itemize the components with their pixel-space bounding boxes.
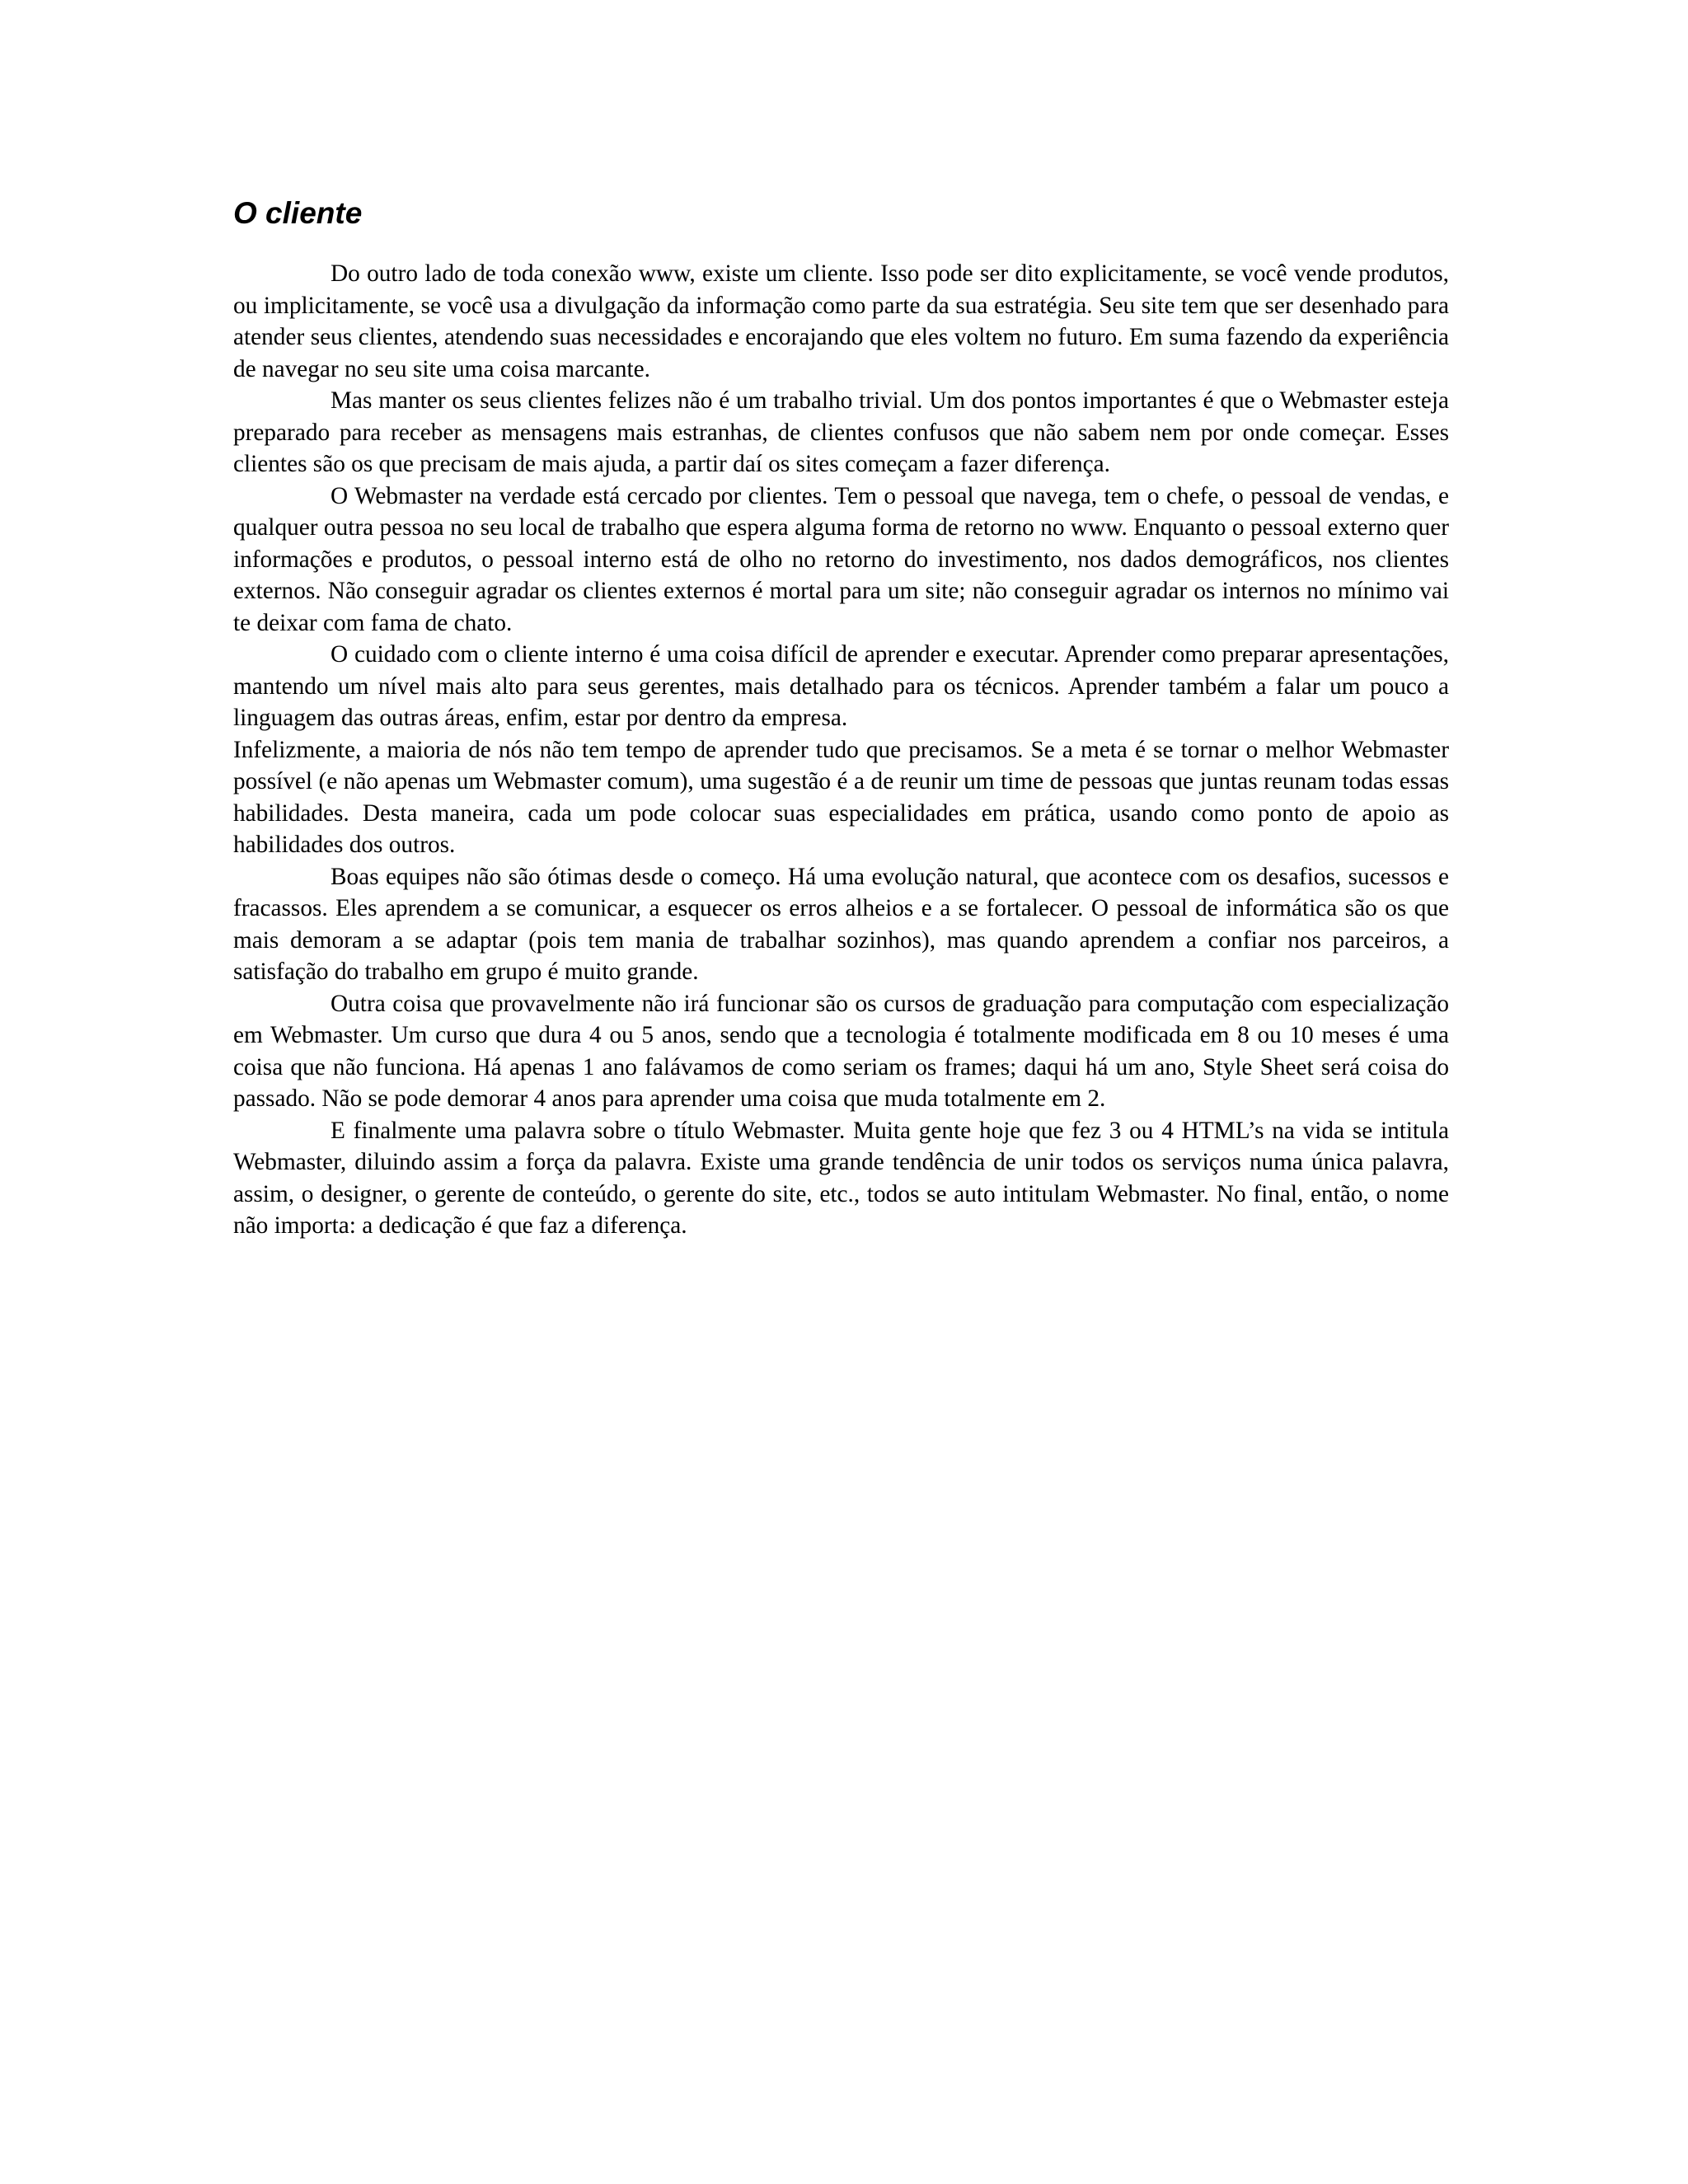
paragraph-6: Boas equipes não são ótimas desde o começo. Há uma evolução natural, que acontece com os desafios, sucessos e fracassos. Eles aprendem a se comunicar, a esquecer os erros alheios e a se fortalecer. O pessoal de informática são os que mais demoram a se adaptar (pois tem mania de trabalhar sozinhos), mas quando aprendem a confiar nos parceiros, a satisfação do trabalho em grupo é muito grande. <box>233 863 1449 985</box>
paragraph-3: O Webmaster na verdade está cercado por clientes. Tem o pessoal que navega, tem o chefe, o pessoal de vendas, e qualquer outra pessoa no seu local de trabalho que espera alguma forma de retorno no www. Enquanto o pessoal externo quer informações e produtos, o pessoal interno está de olho no retorno do investimento, nos dados demográficos, nos clientes externos. Não conseguir agradar os clientes externos é mortal para um site; não conseguir agradar os internos no mínimo vai te deixar com fama de chato. <box>233 482 1449 636</box>
paragraph-4: O cuidado com o cliente interno é uma coisa difícil de aprender e executar. Aprender como preparar apresentações, mantendo um nível mais alto para seus gerentes, mais detalhado para os técnicos. Aprender também a falar um pouco a linguagem das outras áreas, enfim, estar por dentro da empresa. <box>233 641 1449 731</box>
paragraph-7: Outra coisa que provavelmente não irá funcionar são os cursos de graduação para computação com especialização em Webmaster. Um curso que dura 4 ou 5 anos, sendo que a tecnologia é totalmente modificada em 8 ou 10 meses é uma coisa que não funciona. Há apenas 1 ano falávamos de como seriam os frames; daqui há um ano, Style Sheet será coisa do passado. Não se pode demorar 4 anos para aprender uma coisa que muda totalmente em 2. <box>233 990 1449 1112</box>
paragraph-8: E finalmente uma palavra sobre o título Webmaster. Muita gente hoje que fez 3 ou 4 HTML’s na vida se intitula Webmaster, diluindo assim a força da palavra. Existe uma grande tendência de unir todos os serviços numa única palavra, assim, o designer, o gerente de conteúdo, o gerente do site, etc., todos se auto intitulam Webmaster. No final, então, o nome não importa: a dedicação é que faz a diferença. <box>233 1117 1449 1239</box>
document-content <box>233 194 1449 1242</box>
paragraph-5: Infelizmente, a maioria de nós não tem tempo de aprender tudo que precisamos. Se a meta é se tornar o melhor Webmaster possível (e não apenas um Webmaster comum), uma sugestão é a de reunir um time de pessoas que juntas reunam todas essas habilidades. Desta maneira, cada um pode colocar suas especialidades em prática, usando como ponto de apoio as habilidades dos outros. <box>233 736 1449 858</box>
paragraph-2: Mas manter os seus clientes felizes não é um trabalho trivial. Um dos pontos importantes é que o Webmaster esteja preparado para receber as mensagens mais estranhas, de clientes confusos que não sabem nem por onde começar. Esses clientes são os que precisam de mais ajuda, a partir daí os sites começam a fazer diferença. <box>233 387 1449 477</box>
document-title: O cliente <box>233 196 363 230</box>
paragraph-1: Do outro lado de toda conexão www, existe um cliente. Isso pode ser dito explicitamente, se você vende produtos, ou implicitamente, se você usa a divulgação da informação como parte da sua estratégia. Seu site tem que ser desenhado para atender seus clientes, atendendo suas necessidades e encorajando que eles voltem no futuro. Em suma fazendo da experiência de navegar no seu site uma coisa marcante. <box>233 260 1449 382</box>
